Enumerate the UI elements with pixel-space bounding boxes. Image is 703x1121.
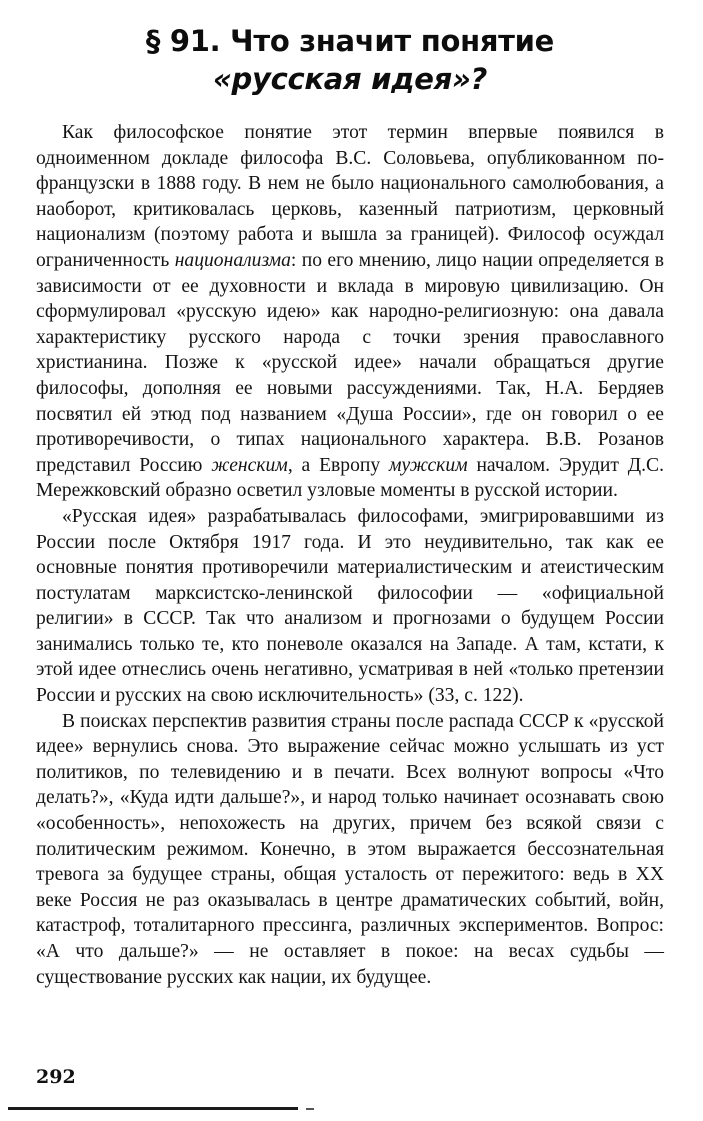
footer-rule-dash — [306, 1108, 314, 1110]
body-text — [36, 120, 664, 990]
paragraph-1 — [36, 120, 664, 504]
text-run: , а Европу — [287, 454, 389, 476]
paragraph-3 — [36, 709, 664, 991]
text-run: В поисках перспектив развития страны после распада СССР к «русской идее» вернулись снова. Это выражение сейчас можно услышать из уст политиков, по телевидению и в печати. Всех волнуют вопросы «Что делать?», «Куда идти дальше?», и народ только начинает осознавать свою «особенность», непохожесть на других, причем без всякой связи с политическим режимом. Конечно, в этом выражается бессознательная тревога за будущее страны, общая усталость от пережитого: ведь в XX веке Россия не раз оказывалась в центре драматических событий, войн, катастроф, тоталитарного прессинга, различных экспериментов. Вопрос: «А что дальше?» — не оставляет в покое: на весах судьбы — существование русских как нации, их будущее. — [36, 710, 664, 988]
section-heading-line-1: § 91. Что значит понятие — [145, 24, 555, 58]
text-run: «Русская идея» разрабатывалась философами, эмигрировавшими из России после Октября 1917 года. И это неудивительно, так как ее основные понятия противоречили материалистическим и атеистическим постулатам марксистско-ленинской философии — «официальной религии» в СССР. Так что анализом и прогнозами о будущем России занимались только те, кто поневоле оказался на Западе. А там, кстати, к этой идее отнеслись очень негативно, усматривая в ней «только претензии России и русских на свою исключительность» (33, с. 122). — [36, 505, 664, 707]
italic-term: национализма — [174, 249, 291, 271]
section-heading — [36, 22, 664, 98]
text-run: началом. Эрудит Д.С. Мережковский образно осветил узловые моменты в русской истории. — [36, 454, 664, 502]
italic-term: женским — [211, 454, 288, 476]
section-heading-line-2: «русская идея»? — [212, 62, 488, 96]
paragraph-2 — [36, 504, 664, 709]
page-number: 292 — [36, 1066, 76, 1088]
italic-term: мужским — [389, 454, 468, 476]
footer-rule — [8, 1107, 298, 1110]
text-run: : по его мнению, лицо нации определяется в зависимости от ее духовности и вклада в мировую цивилизацию. Он сформулировал «русскую идею» как народно-религиозную: она давала характеристику русского народа с точки зрения православного христианина. Позже к «русской идее» начали обращаться другие философы, дополняя ее новыми рассуждениями. Так, Н.А. Бердяев посвятил ей этюд под названием «Душа России», где он говорил о ее противоречивости, о типах национального характера. В.В. Розанов представил Россию — [36, 249, 665, 476]
book-page — [36, 22, 664, 990]
text-run: Как философское понятие этот термин впервые появился в одноименном докладе философа В.С. Соловьева, опубликованном по-французски в 1888 году. В нем не было национального самолюбования, а наоборот, критиковалась церковь, казенный патриотизм, церковный национализм (поэтому работа и вышла за границей). Философ осуждал ограниченность — [36, 122, 664, 271]
